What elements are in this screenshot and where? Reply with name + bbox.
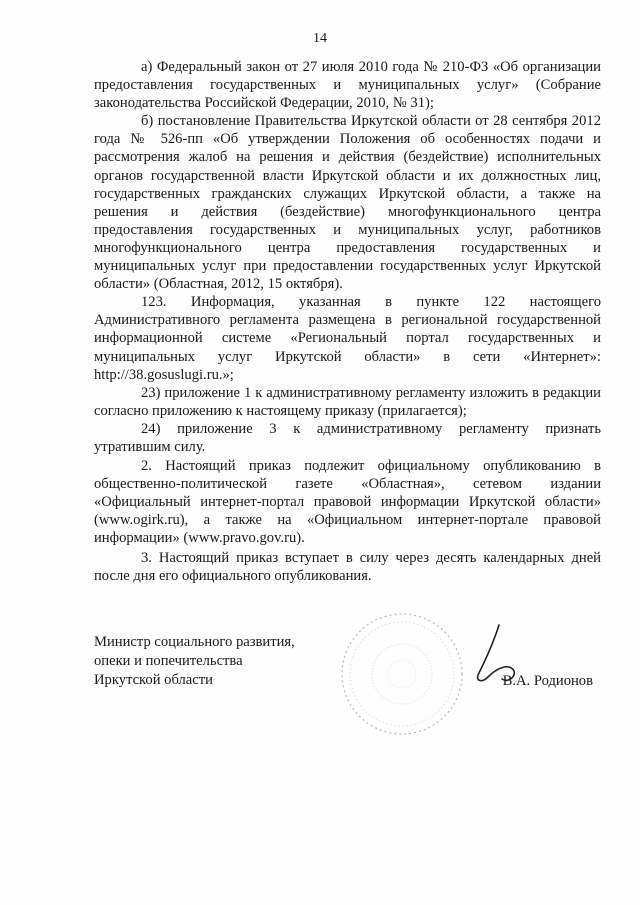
document-body bbox=[94, 58, 601, 585]
signature-block bbox=[94, 633, 601, 763]
paragraph-entry-into-force: 3. Настоящий приказ вступает в силу через десять календарных дней после дня его официального опубликования. bbox=[94, 549, 601, 584]
page-number: 14 bbox=[313, 31, 327, 46]
signer-position-line: опеки и попечительства bbox=[94, 653, 243, 669]
paragraph-federal-law: а) Федеральный закон от 27 июля 2010 года № 210-ФЗ «Об организации предоставления государственных и муниципальных услуг» (Собрание законодательства Российской Федерации, 2010, № 31); bbox=[94, 59, 601, 112]
signer-position-line: Иркутской области bbox=[94, 672, 213, 688]
paragraph-government-resolution: б) постановление Правительства Иркутской области от 28 сентября 2012 года № 526-пп «Об утверждении Положения об особенностях подачи и рассмотрения жалоб на решения и действия (бездействие) исполнительных органов государственной власти Иркутской области и их должностных лиц, государственных гражданских служащих Иркутской области, а также на решения и действия (бездействие) многофункционального центра предоставления государственных и муниципальных услуг, работников многофункционального центра предоставления государственных и муниципальных услуг при предоставлении государственных услуг Иркутской области» (Областная, 2012, 15 октября). bbox=[94, 113, 601, 293]
signer-name: В.А. Родионов bbox=[502, 673, 593, 689]
signer-position-line: Министр социального развития, bbox=[94, 634, 295, 650]
paragraph-appendix-3: 24) приложение 3 к административному регламенту признать утратившим силу. bbox=[94, 420, 601, 455]
paragraph-information: 123. Информация, указанная в пункте 122 настоящего Административного регламента размещена в региональной государственной информационной системе «Региональный портал государственных и муниципальных услуг Иркутской области» в сети «Интернет»: http://38.gosuslugi.ru.»; bbox=[94, 294, 601, 383]
paragraph-appendix-1: 23) приложение 1 к административному регламенту изложить в редакции согласно приложению к настоящему приказу (прилагается); bbox=[94, 384, 601, 419]
official-stamp bbox=[337, 609, 467, 739]
paragraph-publication: 2. Настоящий приказ подлежит официальному опубликованию в общественно-политической газете «Областная», сетевом издании «Официальный интернет-портал правовой информации Иркутской области» (www.ogirk.ru), а также на «Официальном интернет-портале правовой информации» (www.pravo.gov.ru). bbox=[94, 458, 601, 547]
